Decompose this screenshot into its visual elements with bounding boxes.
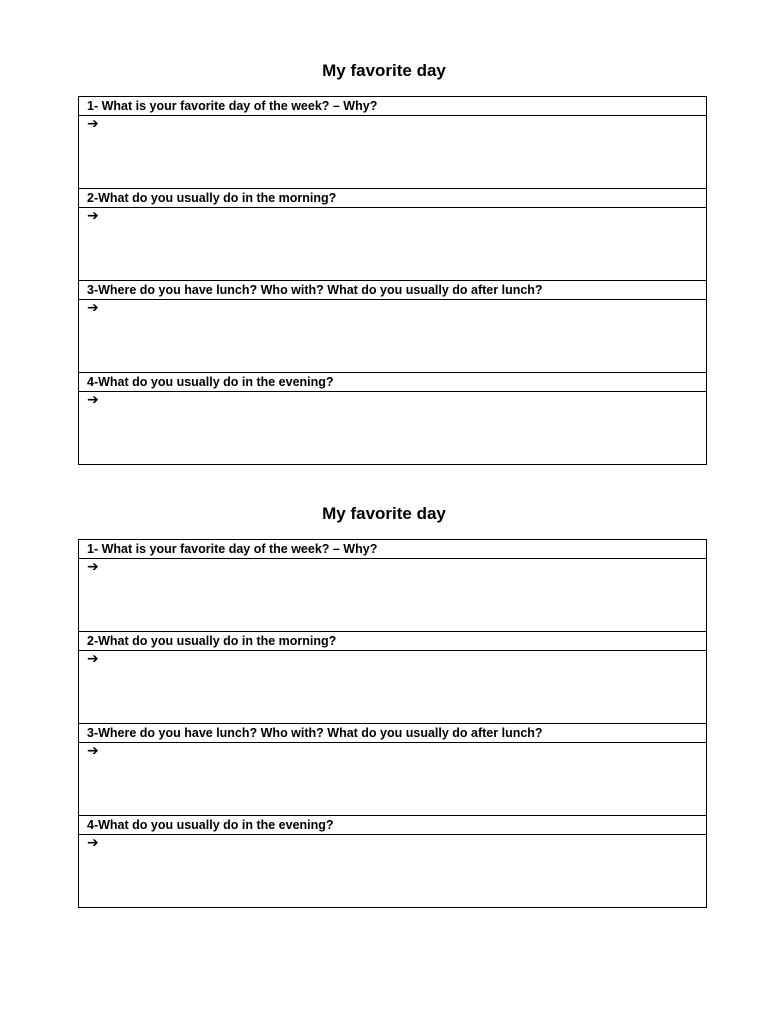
answer-row: [79, 835, 707, 908]
answer-box[interactable]: [79, 392, 707, 465]
answer-box[interactable]: [79, 116, 707, 189]
arrow-right-icon: ➔: [87, 392, 99, 408]
question-table: [78, 96, 707, 465]
answer-row: [79, 559, 707, 632]
answer-row: [79, 392, 707, 465]
arrow-right-icon: ➔: [87, 651, 99, 667]
question-label: 3-Where do you have lunch? Who with? What do you usually do after lunch?: [79, 724, 707, 743]
answer-box[interactable]: [79, 300, 707, 373]
question-label: 3-Where do you have lunch? Who with? What do you usually do after lunch?: [79, 281, 707, 300]
answer-row: [79, 651, 707, 724]
question-row: [79, 632, 707, 651]
answer-box[interactable]: [79, 743, 707, 816]
answer-row: [79, 208, 707, 281]
question-row: [79, 97, 707, 116]
question-row: [79, 373, 707, 392]
question-label: 4-What do you usually do in the evening?: [79, 373, 707, 392]
question-label: 1- What is your favorite day of the week? – Why?: [79, 540, 707, 559]
question-label: 2-What do you usually do in the morning?: [79, 632, 707, 651]
question-label: 1- What is your favorite day of the week? – Why?: [79, 97, 707, 116]
question-row: [79, 189, 707, 208]
answer-box[interactable]: [79, 651, 707, 724]
arrow-right-icon: ➔: [87, 116, 99, 132]
arrow-right-icon: ➔: [87, 208, 99, 224]
question-table: [78, 539, 707, 908]
question-row: [79, 816, 707, 835]
question-label: 4-What do you usually do in the evening?: [79, 816, 707, 835]
worksheet-title: My favorite day: [322, 504, 446, 523]
arrow-right-icon: ➔: [87, 835, 99, 851]
arrow-right-icon: ➔: [87, 743, 99, 759]
answer-box[interactable]: [79, 835, 707, 908]
answer-row: [79, 300, 707, 373]
question-row: [79, 281, 707, 300]
arrow-right-icon: ➔: [87, 300, 99, 316]
worksheet-title: My favorite day: [322, 61, 446, 80]
question-row: [79, 540, 707, 559]
arrow-right-icon: ➔: [87, 559, 99, 575]
answer-box[interactable]: [79, 559, 707, 632]
answer-row: [79, 116, 707, 189]
question-label: 2-What do you usually do in the morning?: [79, 189, 707, 208]
answer-box[interactable]: [79, 208, 707, 281]
answer-row: [79, 743, 707, 816]
question-row: [79, 724, 707, 743]
